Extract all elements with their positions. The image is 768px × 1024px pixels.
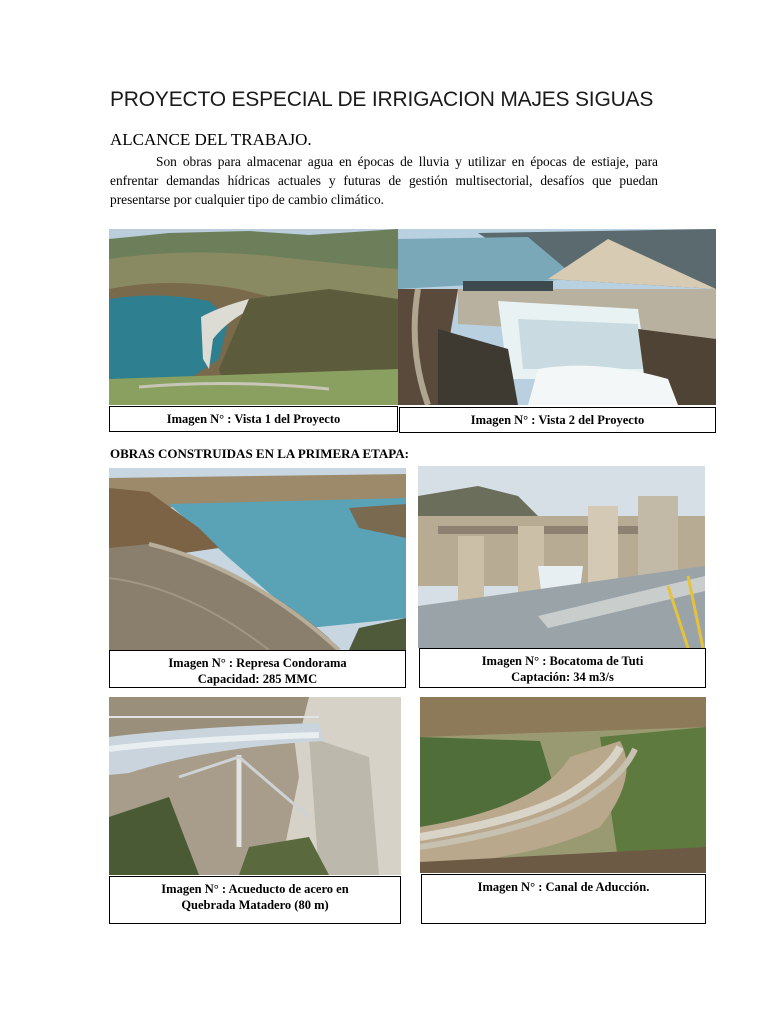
section-heading: ALCANCE DEL TRABAJO. (110, 130, 312, 149)
caption-vista-2: Imagen N° : Vista 2 del Proyecto (399, 407, 716, 433)
caption-canal-aduccion: Imagen N° : Canal de Aducción. (421, 874, 706, 924)
photo-vista-1 (109, 229, 398, 405)
photo-bocatoma-tuti (418, 466, 705, 648)
photo-acueducto (109, 697, 401, 875)
construction-heading: OBRAS CONSTRUIDAS EN LA PRIMERA ETAPA: (110, 446, 409, 461)
caption-vista-1: Imagen N° : Vista 1 del Proyecto (109, 406, 398, 432)
caption-bocatoma-tuti: Imagen N° : Bocatoma de Tuti Captación: 34 m3/s (419, 648, 706, 688)
photo-canal-aduccion (420, 697, 706, 873)
document-title: PROYECTO ESPECIAL DE IRRIGACION MAJES SIGUAS (110, 88, 654, 111)
photo-represa-condorama (109, 468, 406, 650)
caption-acueducto: Imagen N° : Acueducto de acero en Quebrada Matadero (80 m) (109, 876, 401, 924)
photo-vista-2 (398, 229, 716, 405)
caption-represa-condorama: Imagen N° : Represa Condorama Capacidad: 285 MMC (109, 650, 406, 688)
intro-paragraph: Son obras para almacenar agua en épocas de lluvia y utilizar en épocas de estiaje, para enfrentar demandas hídricas actuales y futuras de gestión multisectorial, desafíos que puedan presentarse por cualquier tipo de cambio climático. (110, 154, 658, 207)
